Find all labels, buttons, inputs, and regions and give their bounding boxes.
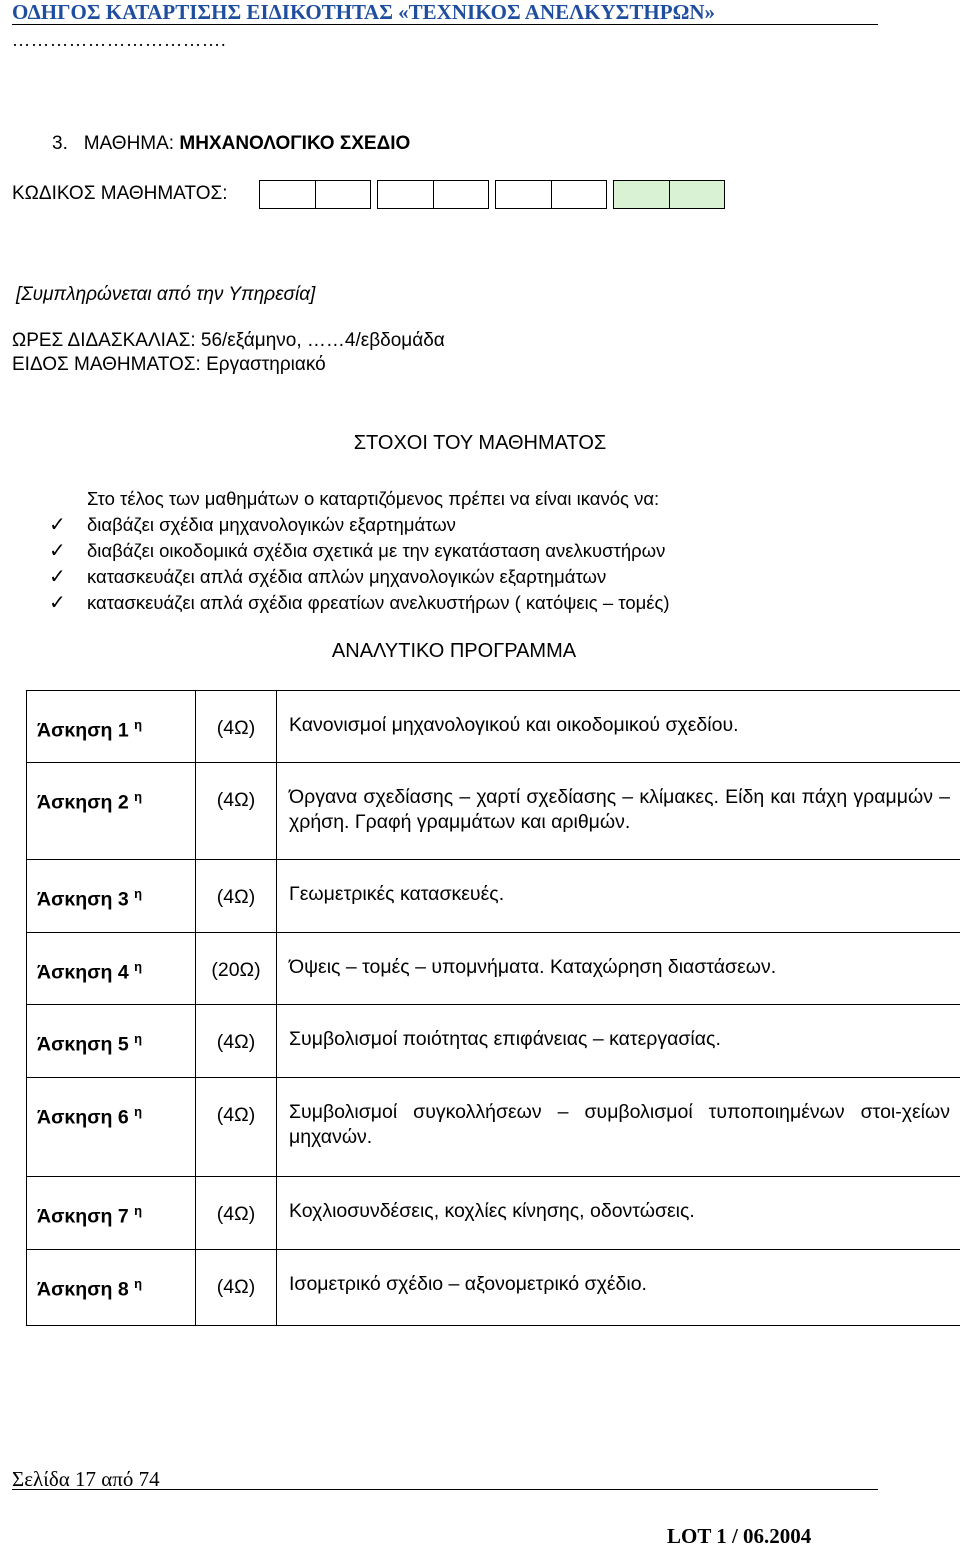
description-cell: Συμβολισμοί συγκολλήσεων – συμβολισμοί τυποποιημένων στοι-χείων μηχανών. [277, 1078, 960, 1177]
exercise-cell [27, 1078, 196, 1177]
exercise-ordinal: η [134, 789, 143, 804]
code-boxes [259, 180, 725, 208]
check-icon: ✓ [49, 592, 66, 614]
hours-cell: (4Ω) [196, 860, 277, 933]
goal-item [49, 538, 665, 563]
footer-divider [12, 1489, 878, 1490]
code-cell [551, 181, 606, 208]
table-row [27, 1177, 960, 1250]
table-row [27, 691, 960, 763]
description-cell: Όργανα σχεδίασης – χαρτί σχεδίασης – κλίμακες. Είδη και πάχη γραμμών – χρήση. Γραφή γραμμάτων και αριθμών. [277, 763, 960, 860]
lesson-label: ΜΑΘΗΜΑ: [83, 133, 175, 154]
exercise-label: Άσκηση 3 [37, 888, 129, 911]
table-row [27, 1005, 960, 1078]
exercise-label: Άσκηση 6 [37, 1106, 129, 1129]
goal-item [49, 512, 456, 537]
filled-by-service-note: [Συμπληρώνεται από την Υπηρεσία] [16, 284, 316, 305]
exercise-ordinal: η [134, 959, 143, 974]
description-cell: Κανονισμοί μηχανολογικού και οικοδομικού σχεδίου. [277, 691, 960, 763]
goal-text: διαβάζει σχέδια μηχανολογικών εξαρτημάτων [87, 514, 456, 535]
description-cell: Συμβολισμοί ποιότητας επιφάνειας – κατεργασίας. [277, 1005, 960, 1078]
code-group-filled [613, 180, 725, 209]
program-title: ΑΝΑΛΥΤΙΚΟ ΠΡΟΓΡΑΜΜΑ [331, 640, 577, 662]
check-icon: ✓ [49, 566, 66, 588]
goals-intro: Στο τέλος των μαθημάτων ο καταρτιζόμενος πρέπει να είναι ικανός να: [87, 488, 660, 509]
code-cell [433, 181, 488, 208]
exercise-ordinal: η [134, 1031, 143, 1046]
code-group [495, 180, 607, 209]
hours-cell: (4Ω) [196, 1177, 277, 1250]
goal-item [49, 564, 606, 589]
hours-cell: (4Ω) [196, 763, 277, 860]
header-divider [12, 24, 878, 25]
hours-cell: (4Ω) [196, 1250, 277, 1326]
description-cell: Κοχλιοσυνδέσεις, κοχλίες κίνησης, οδοντώσεις. [277, 1177, 960, 1250]
teaching-hours: ΩΡΕΣ ΔΙΔΑΣΚΑΛΙΑΣ: 56/εξάμηνο, ……4/εβδομάδα [12, 330, 445, 351]
exercise-label: Άσκηση 2 [37, 791, 129, 814]
table-row [27, 1078, 960, 1177]
code-cell [614, 181, 669, 208]
goal-text: κατασκευάζει απλά σχέδια απλών μηχανολογικών εξαρτημάτων [87, 566, 607, 587]
code-cell [496, 181, 551, 208]
table-row [27, 1250, 960, 1326]
description-cell: Γεωμετρικές κατασκευές. [277, 860, 960, 933]
goal-text: διαβάζει οικοδομικά σχέδια σχετικά με την εγκατάσταση ανελκυστήρων [87, 540, 666, 561]
program-table [26, 690, 960, 1326]
exercise-label: Άσκηση 5 [37, 1033, 129, 1056]
hours-cell: (4Ω) [196, 691, 277, 763]
exercise-cell [27, 860, 196, 933]
description-cell: Ισομετρικό σχέδιο – αξονομετρικό σχέδιο. [277, 1250, 960, 1326]
header-dots: ……………………………. [12, 30, 227, 50]
exercise-ordinal: η [134, 717, 143, 732]
exercise-cell [27, 691, 196, 763]
goals-title: ΣΤΟΧΟΙ ΤΟΥ ΜΑΘΗΜΑΤΟΣ [353, 432, 607, 454]
table-row [27, 763, 960, 860]
lesson-number: 3. [52, 133, 68, 154]
exercise-label: Άσκηση 4 [37, 961, 129, 984]
header-title: ΟΔΗΓΟΣ ΚΑΤΑΡΤΙΣΗΣ ΕΙΔΙΚΟΤΗΤΑΣ «ΤΕΧΝΙΚΟΣ ΑΝΕΛΚΥΣΤΗΡΩΝ» [12, 0, 716, 24]
code-cell [260, 181, 315, 208]
goal-text: κατασκευάζει απλά σχέδια φρεατίων ανελκυστήρων ( κατόψεις – τομές) [87, 592, 670, 613]
table-row [27, 933, 960, 1005]
hours-cell: (4Ω) [196, 1078, 277, 1177]
exercise-ordinal: η [134, 1276, 143, 1291]
check-icon: ✓ [49, 540, 66, 562]
exercise-cell [27, 1005, 196, 1078]
description-cell: Όψεις – τομές – υπομνήματα. Καταχώρηση διαστάσεων. [277, 933, 960, 1005]
exercise-label: Άσκηση 1 [37, 719, 129, 742]
lot-label: LOT 1 / 06.2004 [667, 1524, 812, 1548]
check-icon: ✓ [49, 514, 66, 536]
exercise-ordinal: η [134, 886, 143, 901]
hours-cell: (4Ω) [196, 1005, 277, 1078]
lesson-type: ΕΙΔΟΣ ΜΑΘΗΜΑΤΟΣ: Εργαστηριακό [12, 354, 326, 375]
exercise-label: Άσκηση 7 [37, 1205, 129, 1228]
code-group [377, 180, 489, 209]
page-number: Σελίδα 17 από 74 [12, 1467, 160, 1491]
exercise-cell [27, 1177, 196, 1250]
code-cell [378, 181, 433, 208]
table-row [27, 860, 960, 933]
exercise-cell [27, 1250, 196, 1326]
exercise-cell [27, 933, 196, 1005]
exercise-ordinal: η [134, 1203, 143, 1218]
goal-item [49, 590, 670, 615]
code-cell [315, 181, 370, 208]
lesson-name: ΜΗΧΑΝΟΛΟΓΙΚΟ ΣΧΕΔΙΟ [179, 133, 411, 154]
code-label: ΚΩΔΙΚΟΣ ΜΑΘΗΜΑΤΟΣ: [12, 183, 228, 204]
code-cell [669, 181, 724, 208]
hours-cell: (20Ω) [196, 933, 277, 1005]
exercise-label: Άσκηση 8 [37, 1278, 129, 1301]
lesson-title [52, 133, 410, 155]
exercise-ordinal: η [134, 1104, 143, 1119]
code-group [259, 180, 371, 209]
exercise-cell [27, 763, 196, 860]
